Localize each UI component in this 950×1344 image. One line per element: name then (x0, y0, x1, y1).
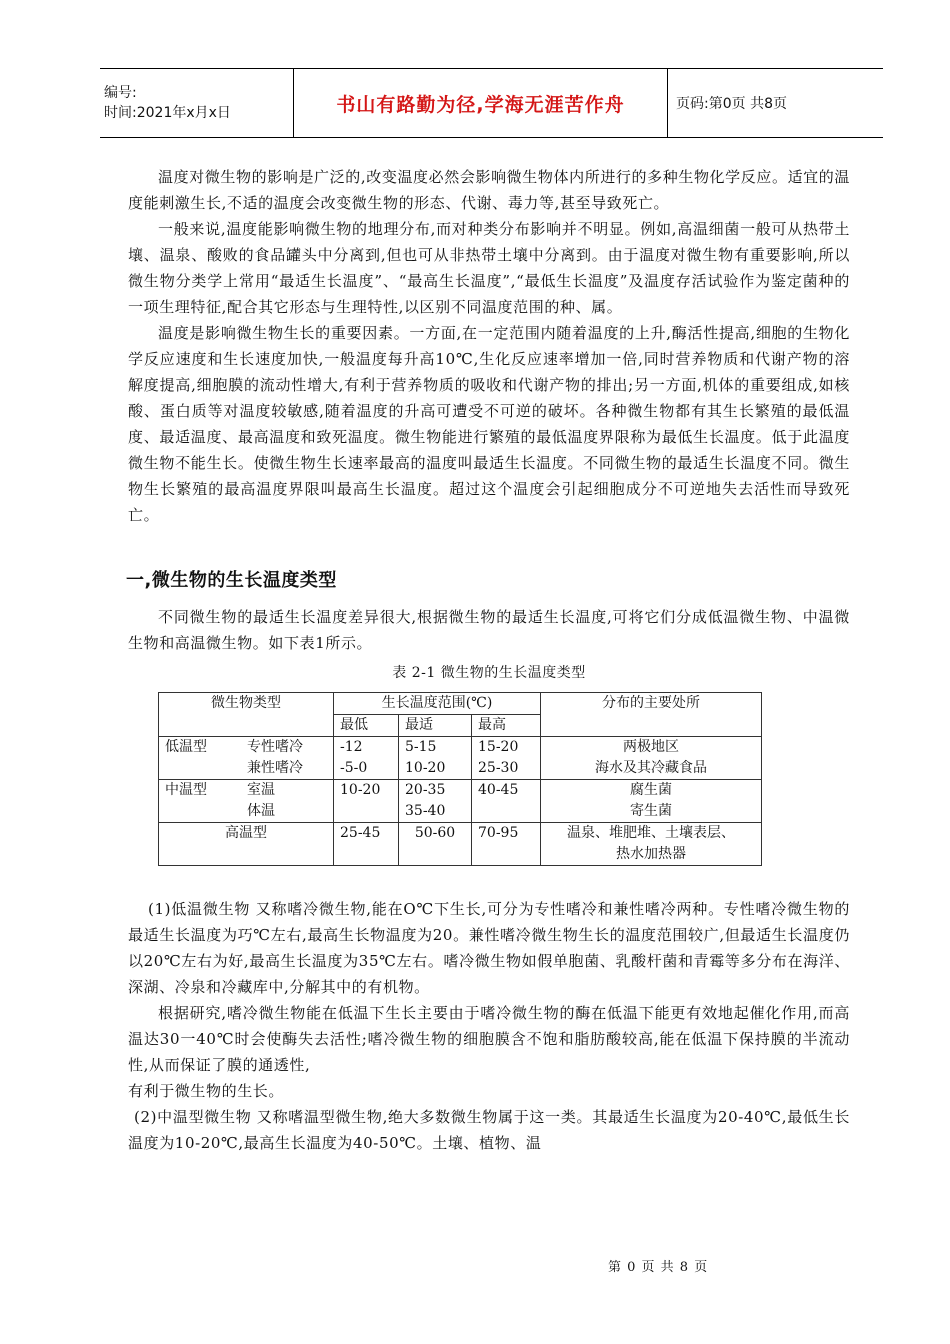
th-min: 最低 (334, 715, 399, 737)
row-low-sub (241, 737, 334, 780)
th-range: 生长温度范围(℃) (334, 693, 541, 715)
row-high-dist (541, 823, 762, 866)
header-motto (294, 69, 668, 137)
table-header-row (159, 693, 762, 715)
row-low-max (472, 737, 541, 780)
mid-sub2: 体温 (247, 803, 275, 819)
para-low-temp-3: 有利于微生物的生长。 (128, 1082, 285, 1100)
row-low-min (334, 737, 399, 780)
row-low-label: 低温型 (159, 737, 242, 780)
number-label: 编号: (104, 85, 137, 101)
row-mid-sub (241, 780, 334, 823)
table-row (159, 823, 762, 866)
mid-min1: 10-20 (340, 782, 381, 798)
mid-dist1: 腐生菌 (630, 782, 672, 798)
row-mid-opt (399, 780, 472, 823)
low-sub1: 专性嗜冷 (247, 739, 303, 755)
header-meta (100, 69, 294, 137)
th-opt: 最适 (399, 715, 472, 737)
low-min2: -5-0 (340, 760, 368, 776)
low-sub2: 兼性嗜冷 (247, 760, 303, 776)
intro-paragraph-2: 一般来说,温度能影响微生物的地理分布,而对种类分布影响并不明显。例如,高温细菌一般可从热带土壤、温泉、酸败的食品罐头中分离到,但也可从非热带土壤中分离到。由于温度对微生物有重要影响,所以微生物分类学上常用“最适生长温度”、“最高生长温度”,“最低生长温度”及温度存活试验作为鉴定菌种的一项生理特征,配合其它形态与生理特性,以区别不同温度范围的种、属。 (128, 220, 850, 316)
mid-opt1: 20-35 (405, 782, 446, 798)
low-max2: 25-30 (478, 760, 519, 776)
row-high-opt: 50-60 (399, 823, 472, 866)
low-opt1: 5-15 (405, 739, 437, 755)
intro-paragraph-3: 温度是影响微生物生长的重要因素。一方面,在一定范围内随着温度的上升,酶活性提高,细胞的生物化学反应速度和生长速度加快,一般温度每升高10℃,生化反应速率增加一倍,同时营养物质和代谢产物的溶解度提高,细胞膜的流动性增大,有利于营养物质的吸收和代谢产物的排出;另一方面,机体的重要组成,如核酸、蛋白质等对温度较敏感,随着温度的升高可遭受不可逆的破坏。各种微生物都有其生长繁殖的最低温度、最适温度、最高温度和致死温度。微生物能进行繁殖的最低温度界限称为最低生长温度。低于此温度微生物不能生长。使微生物生长速率最高的温度叫最适生长温度。不同微生物的最适生长温度不同。微生物生长繁殖的最高温度界限叫最高生长温度。超过这个温度会引起细胞成分不可逆地失去活性而导致死亡。 (128, 324, 850, 524)
low-max1: 15-20 (478, 739, 519, 755)
mid-dist2: 寄生菌 (630, 803, 672, 819)
row-high-min: 25-45 (334, 823, 399, 866)
th-max: 最高 (472, 715, 541, 737)
header-page-info (668, 69, 883, 137)
row-high-label: 高温型 (159, 823, 334, 866)
page-footer: 第 0 页 共 8 页 (608, 1260, 709, 1275)
intro-paragraph-1: 温度对微生物的影响是广泛的,改变温度必然会影响微生物体内所进行的多种生物化学反应。适宜的温度能刺激生长,不适的温度会改变微生物的形态、代谢、毒力等,甚至导致死亡。 (128, 168, 850, 212)
page-header (100, 68, 883, 138)
low-dist2: 海水及其冷藏食品 (595, 760, 707, 776)
low-dist1: 两极地区 (623, 739, 679, 755)
high-dist2: 热水加热器 (616, 846, 686, 862)
row-mid-max (472, 780, 541, 823)
low-opt2: 10-20 (405, 760, 446, 776)
th-distribution: 分布的主要处所 (541, 693, 762, 737)
motto-text: 书山有路勤为径,学海无涯苦作舟 (336, 93, 625, 116)
growth-temperature-table (158, 692, 762, 866)
page-info-text: 页码:第0页 共8页 (676, 96, 787, 112)
mid-opt2: 35-40 (405, 803, 446, 819)
time-label: 时间:2021年x月x日 (104, 105, 231, 121)
row-mid-label: 中温型 (159, 780, 242, 823)
low-min1: -12 (340, 739, 363, 755)
th-type: 微生物类型 (159, 693, 334, 737)
section-intro: 不同微生物的最适生长温度差异很大,根据微生物的最适生长温度,可将它们分成低温微生物、中温微生物和高温微生物。如下表1所示。 (128, 608, 850, 652)
row-low-dist (541, 737, 762, 780)
mid-sub1: 室温 (247, 782, 275, 798)
table-row (159, 780, 762, 823)
row-mid-dist (541, 780, 762, 823)
row-low-opt (399, 737, 472, 780)
para-low-temp-2: 根据研究,嗜冷微生物能在低温下生长主要由于嗜冷微生物的酶在低温下能更有效地起催化作用,而高温达30一40℃时会使酶失去活性;嗜冷微生物的细胞膜含不饱和脂肪酸较高,能在低温下保持膜的半流动性,从而保证了膜的通透性, (128, 1004, 850, 1074)
row-high-max: 70-95 (472, 823, 541, 866)
para-mid-temp: (2)中温型微生物 又称嗜温型微生物,绝大多数微生物属于这一类。其最适生长温度为20-40℃,最低生长温度为10-20℃,最高生长温度为40-50℃。土壤、植物、温 (128, 1108, 850, 1152)
table-row (159, 737, 762, 780)
para-low-temp-1: (1)低温微生物 又称嗜冷微生物,能在O℃下生长,可分为专性嗜冷和兼性嗜冷两种。专性嗜冷微生物的最适生长温度为巧℃左右,最高生长物温度为20。兼性嗜冷微生物生长的温度范围较广,但最适生长温度仍以20℃左右为好,最高生长温度为35℃左右。嗜冷微生物如假单胞菌、乳酸杆菌和青霉等多分布在海洋、深湖、冷泉和冷藏库中,分解其中的有机物。 (128, 900, 850, 996)
document-body (128, 164, 850, 1156)
section-heading: 一,微生物的生长温度类型 (126, 570, 337, 591)
table-caption: 表 2-1 微生物的生长温度类型 (392, 665, 586, 681)
row-mid-min (334, 780, 399, 823)
high-dist1: 温泉、堆肥堆、土壤表层、 (567, 825, 735, 841)
mid-max1: 40-45 (478, 782, 519, 798)
